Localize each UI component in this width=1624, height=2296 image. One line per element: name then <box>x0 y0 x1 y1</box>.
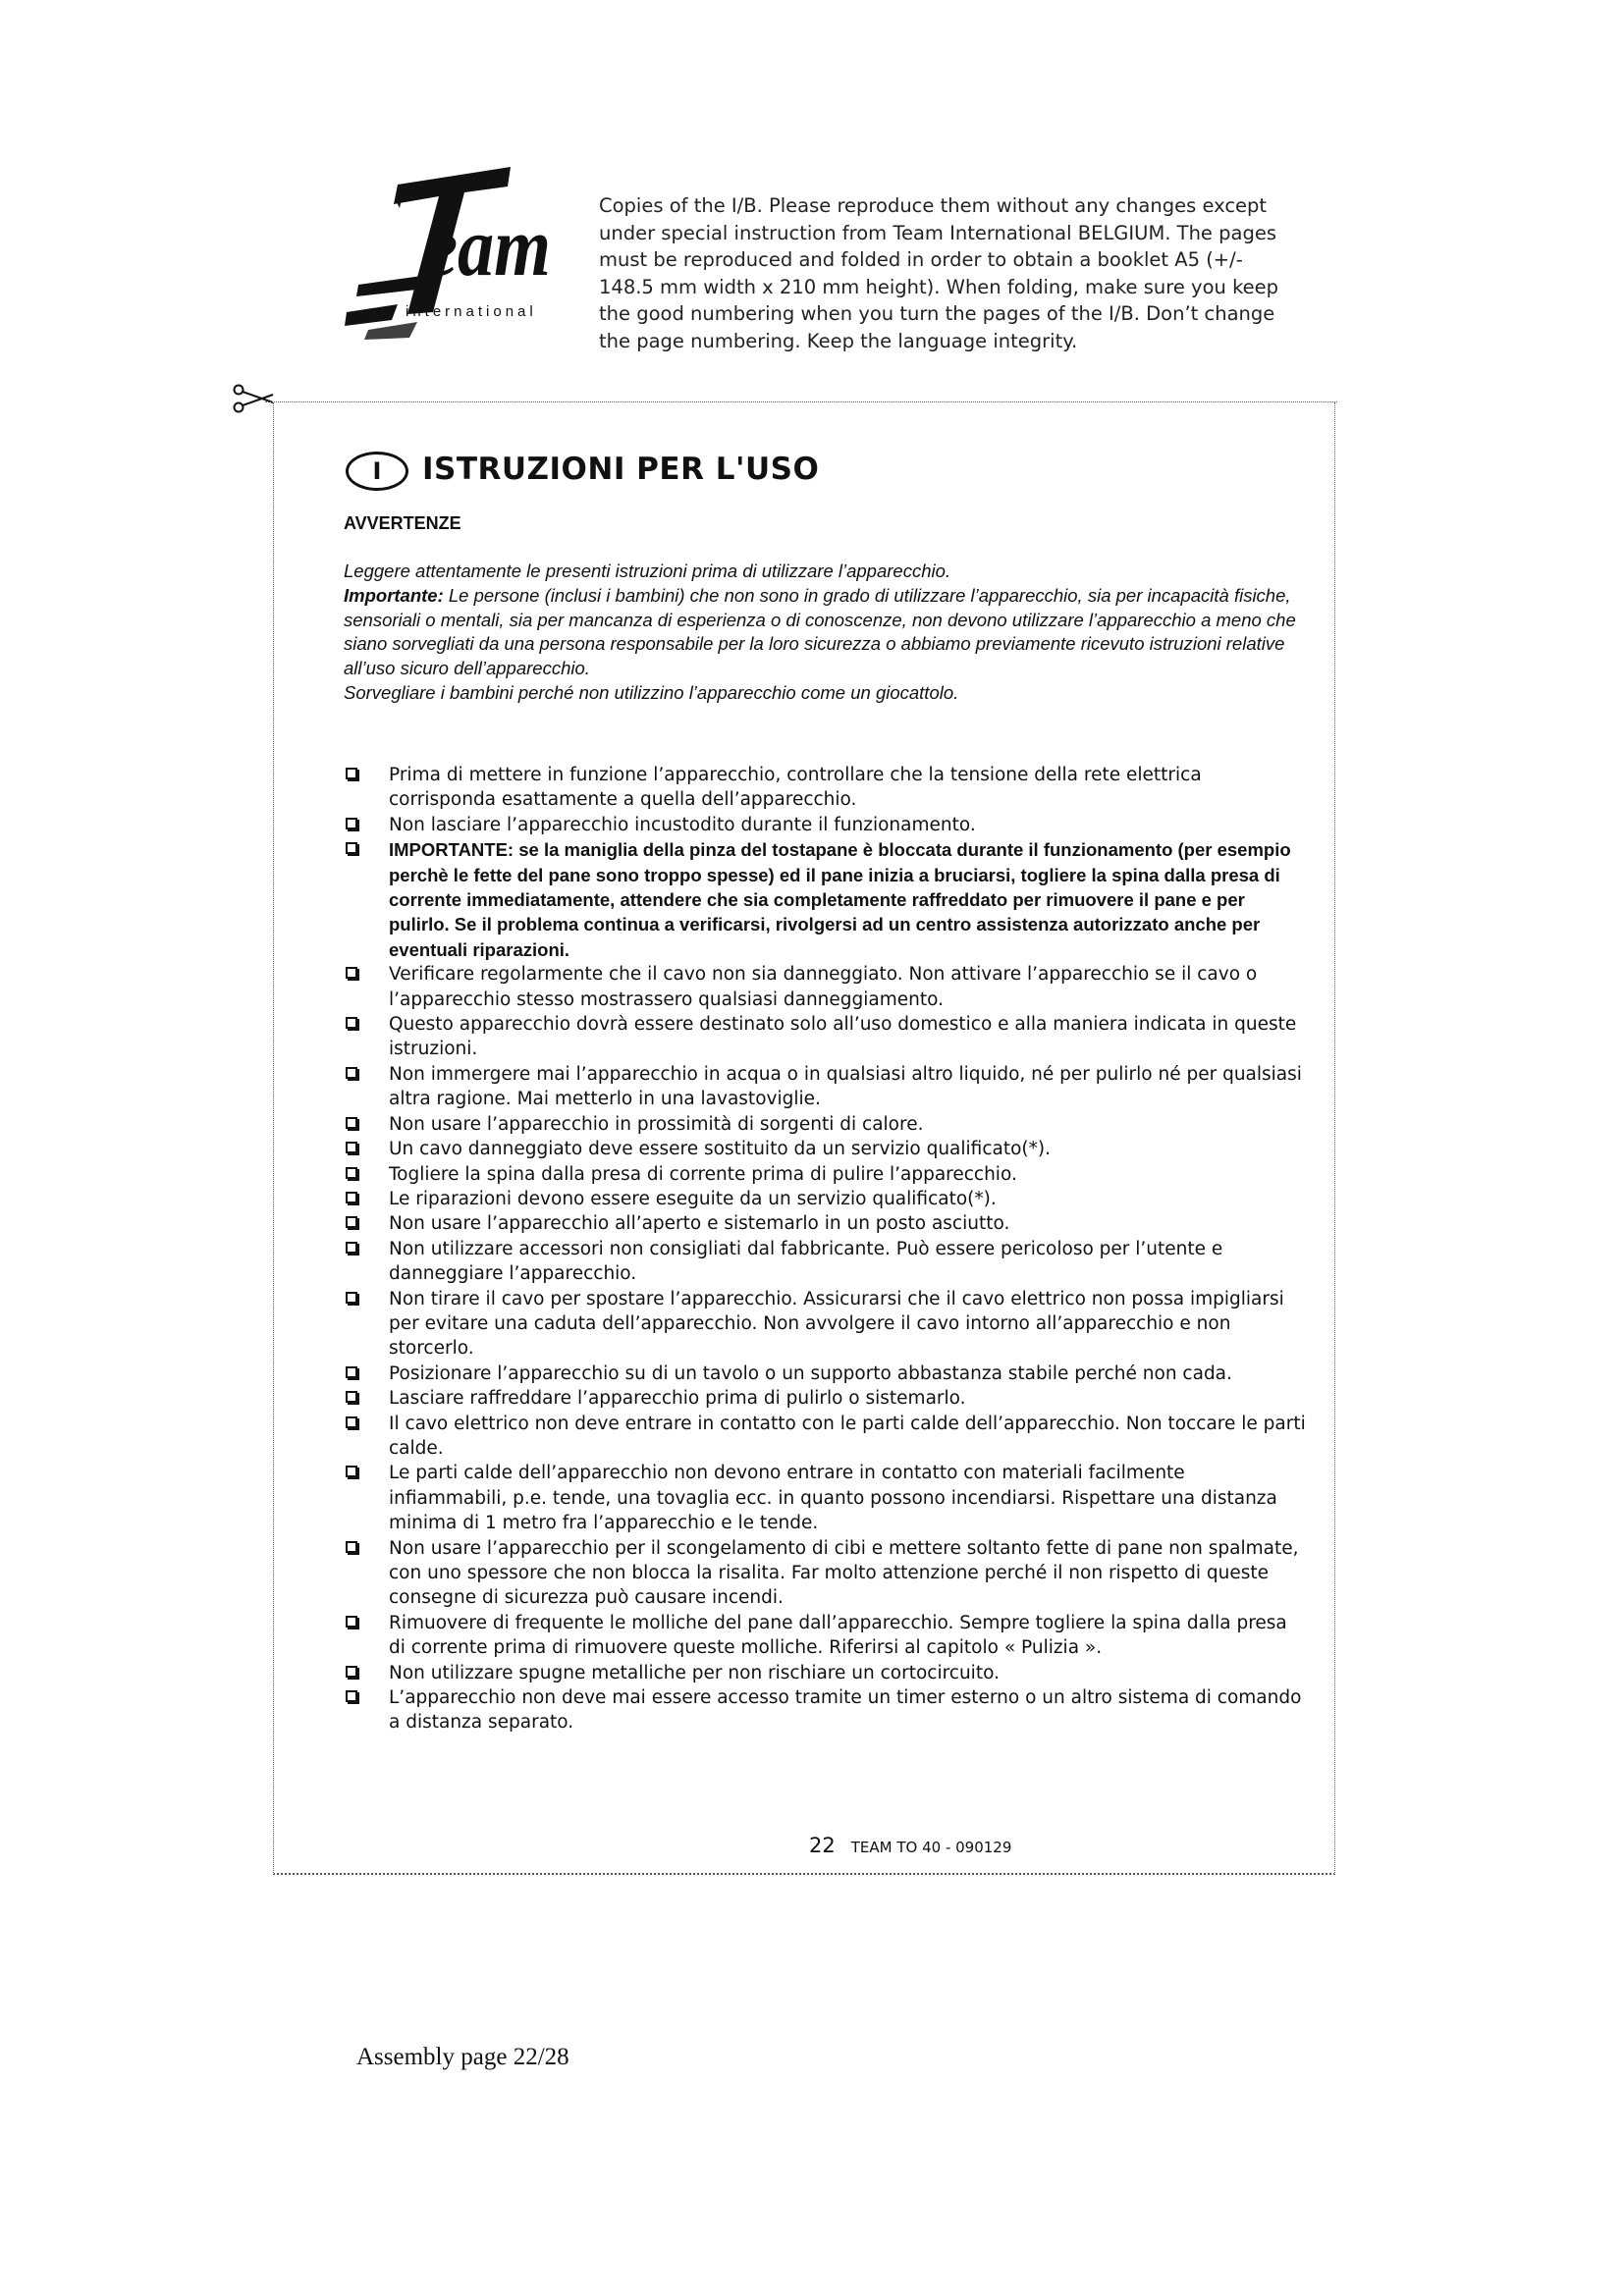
list-item-text: Questo apparecchio dovrà essere destinato solo all’uso domestico e alla maniera indicata in queste istruzioni. <box>389 1014 1297 1060</box>
important-label: Importante: <box>344 584 444 606</box>
checkbox-bullet-icon <box>346 768 357 779</box>
checkbox-bullet-icon <box>346 1391 357 1403</box>
list-item <box>344 1237 1306 1287</box>
list-item-text: Prima di mettere in funzione l’apparecchio, controllare che la tensione della rete elettrica corrisponda esattamente a quella dell’apparecchio. <box>389 765 1202 811</box>
intro-supervise-children: Sorvegliare i bambini perché non utilizzino l’apparecchio come un giocattolo. <box>344 681 959 703</box>
intro-read-instructions: Leggere attentamente le presenti istruzioni prima di utilizzare l’apparecchio. <box>344 561 951 581</box>
list-item-text: Togliere la spina dalla presa di corrente prima di pulire l’apparecchio. <box>389 1163 1017 1185</box>
list-item-text: Un cavo danneggiato deve essere sostituito da un servizio qualificato(*). <box>389 1139 1051 1160</box>
checkbox-bullet-icon <box>346 1167 357 1179</box>
list-item <box>344 1187 1306 1211</box>
checkbox-bullet-icon <box>346 1466 357 1477</box>
list-item <box>344 1211 1306 1236</box>
list-item-text: IMPORTANTE: se la maniglia della pinza del tostapane è bloccata durante il funzionamento (per esempio perchè le fette del pane sono troppo spesse) ed il pane inizia a bruciarsi, togliere la spina dalla presa di corrente immediatamente, attendere che sia completamente raffreddato per rimuovere il pane e per pulirlo. Se il problema continua a verificarsi, rivolgersi ad un centro assistenza autorizzato anche per eventuali riparazioni. <box>389 839 1291 960</box>
checkbox-bullet-icon <box>346 1541 357 1553</box>
page-footer <box>809 1832 1011 1861</box>
list-item <box>344 763 1306 813</box>
list-item-text: Non immergere mai l’apparecchio in acqua o in qualsiasi altro liquido, né per pulirlo né per qualsiasi altra ragione. Mai metterlo in una lavastoviglie. <box>389 1063 1302 1110</box>
list-item <box>344 1162 1306 1187</box>
list-item-text: L’apparecchio non deve mai essere accesso tramite un timer esterno o un altro sistema di comando a distanza separato. <box>389 1687 1302 1734</box>
checkbox-bullet-icon <box>346 1216 357 1228</box>
list-item <box>344 1661 1306 1685</box>
checkbox-bullet-icon <box>346 1616 357 1628</box>
list-item <box>344 1062 1306 1112</box>
checkbox-bullet-icon <box>346 967 357 979</box>
checkbox-bullet-icon <box>346 1017 357 1029</box>
intro-important <box>344 584 1296 681</box>
list-item <box>344 813 1306 837</box>
svg-text:international: international <box>406 303 537 320</box>
list-item-text: Non usare l’apparecchio in prossimità di sorgenti di calore. <box>389 1113 924 1135</box>
page-number: 22 <box>809 1834 836 1857</box>
checkbox-bullet-icon <box>346 818 357 829</box>
assembly-page-label: Assembly page 22/28 <box>356 2044 569 2070</box>
list-item <box>344 1685 1306 1735</box>
list-item-text: Le riparazioni devono essere eseguite da un servizio qualificato(*). <box>389 1188 997 1209</box>
checkbox-bullet-icon <box>346 1117 357 1129</box>
list-item <box>344 1611 1306 1661</box>
list-item-text: Posizionare l’apparecchio su di un tavolo o un supporto abbastanza stabile perché non cada. <box>389 1362 1232 1384</box>
checkbox-bullet-icon <box>346 1690 357 1702</box>
checkbox-bullet-icon <box>346 1067 357 1079</box>
checkbox-bullet-icon <box>346 1242 357 1254</box>
list-item-text: Non tirare il cavo per spostare l’apparecchio. Assicurarsi che il cavo elettrico non possa impigliarsi per evitare una caduta dell’apparecchio. Non avvolgere il cavo intorno all’apparecchio e non storcerlo. <box>389 1288 1284 1360</box>
list-item-text: Non utilizzare spugne metalliche per non rischiare un cortocircuito. <box>389 1662 1000 1683</box>
list-item <box>344 1287 1306 1362</box>
list-item-text: Non lasciare l’apparecchio incustodito durante il funzionamento. <box>389 814 976 835</box>
list-item-text: Rimuovere di frequente le molliche del pane dall’apparecchio. Sempre togliere la spina dalla presa di corrente prima di rimuovere queste molliche. Riferirsi al capitolo « Pulizia ». <box>389 1612 1287 1659</box>
list-item-text: Verificare regolarmente che il cavo non sia danneggiato. Non attivare l’apparecchio se il cavo o l’apparecchio stesso mostrassero qualsiasi danneggiamento. <box>389 964 1258 1010</box>
checkbox-bullet-icon <box>346 1292 357 1304</box>
language-badge: I <box>346 452 408 491</box>
model-code: TEAM TO 40 - 090129 <box>850 1839 1012 1856</box>
checkbox-bullet-icon <box>346 1416 357 1428</box>
team-international-logo <box>339 165 555 342</box>
scissors-icon <box>232 383 275 414</box>
list-item <box>344 1461 1306 1535</box>
list-item-text: Lasciare raffreddare l’apparecchio prima di pulirlo o sistemarlo. <box>389 1388 966 1410</box>
safety-list <box>344 763 1306 1735</box>
list-item <box>344 1386 1306 1411</box>
svg-text:eam: eam <box>425 199 551 294</box>
important-text: Le persone (inclusi i bambini) che non sono in grado di utilizzare l’apparecchio, sia per incapacità fisiche, sensoriali o mentali, sia per mancanza di esperienza o di conoscenze, non devono utilizzare l’apparecchio a meno che siano sorvegliati da una persona responsabile per la loro sicurezza o abbiamo previamente ricevuto istruzioni relative all’uso sicuro dell’apparecchio. <box>344 584 1296 679</box>
list-item <box>344 1012 1306 1062</box>
list-item <box>344 962 1306 1012</box>
checkbox-bullet-icon <box>346 1142 357 1153</box>
list-item-important <box>344 837 1306 962</box>
list-item <box>344 1112 1306 1137</box>
checkbox-bullet-icon <box>346 1192 357 1203</box>
checkbox-bullet-icon <box>346 842 357 854</box>
warnings-heading: AVVERTENZE <box>344 513 461 533</box>
list-item <box>344 1412 1306 1462</box>
list-item <box>344 1137 1306 1161</box>
list-item <box>344 1362 1306 1386</box>
list-item-text: Non usare l’apparecchio per il scongelamento di cibi e mettere soltanto fette di pane non spalmate, con uno spessore che non blocca la risalita. Far molto attenzione perché il non rispetto di queste consegne di sicurezza può causare incendi. <box>389 1537 1299 1609</box>
list-item-text: Non utilizzare accessori non consigliati dal fabbricante. Può essere pericoloso per l’utente e danneggiare l’apparecchio. <box>389 1238 1223 1285</box>
list-item-text: Il cavo elettrico non deve entrare in contatto con le parti calde dell’apparecchio. Non toccare le parti calde. <box>389 1413 1306 1459</box>
reproduction-instructions-note: Copies of the I/B. Please reproduce them without any changes except under special instruction from Team International BELGIUM. The pages must be reproduced and folded in order to obtain a booklet A5 (+/- 148.5 mm width x 210 mm height). When folding, make sure you keep the good numbering when you turn the pages of the I/B. Don’t change the page numbering. Keep the language integrity. <box>599 194 1279 352</box>
list-item-text: Non usare l’apparecchio all’aperto e sistemarlo in un posto asciutto. <box>389 1213 1010 1235</box>
section-title: ISTRUZIONI PER L'USO <box>422 452 820 487</box>
checkbox-bullet-icon <box>346 1366 357 1378</box>
intro-paragraph <box>344 560 1296 706</box>
checkbox-bullet-icon <box>346 1666 357 1678</box>
list-item-text: Le parti calde dell’apparecchio non devono entrare in contatto con materiali facilmente infiammabili, p.e. tende, una tovaglia ecc. in quanto possono incendiarsi. Rispettare una distanza minima di 1 metro fra l’apparecchio e le tende. <box>389 1463 1277 1534</box>
list-item <box>344 1536 1306 1611</box>
